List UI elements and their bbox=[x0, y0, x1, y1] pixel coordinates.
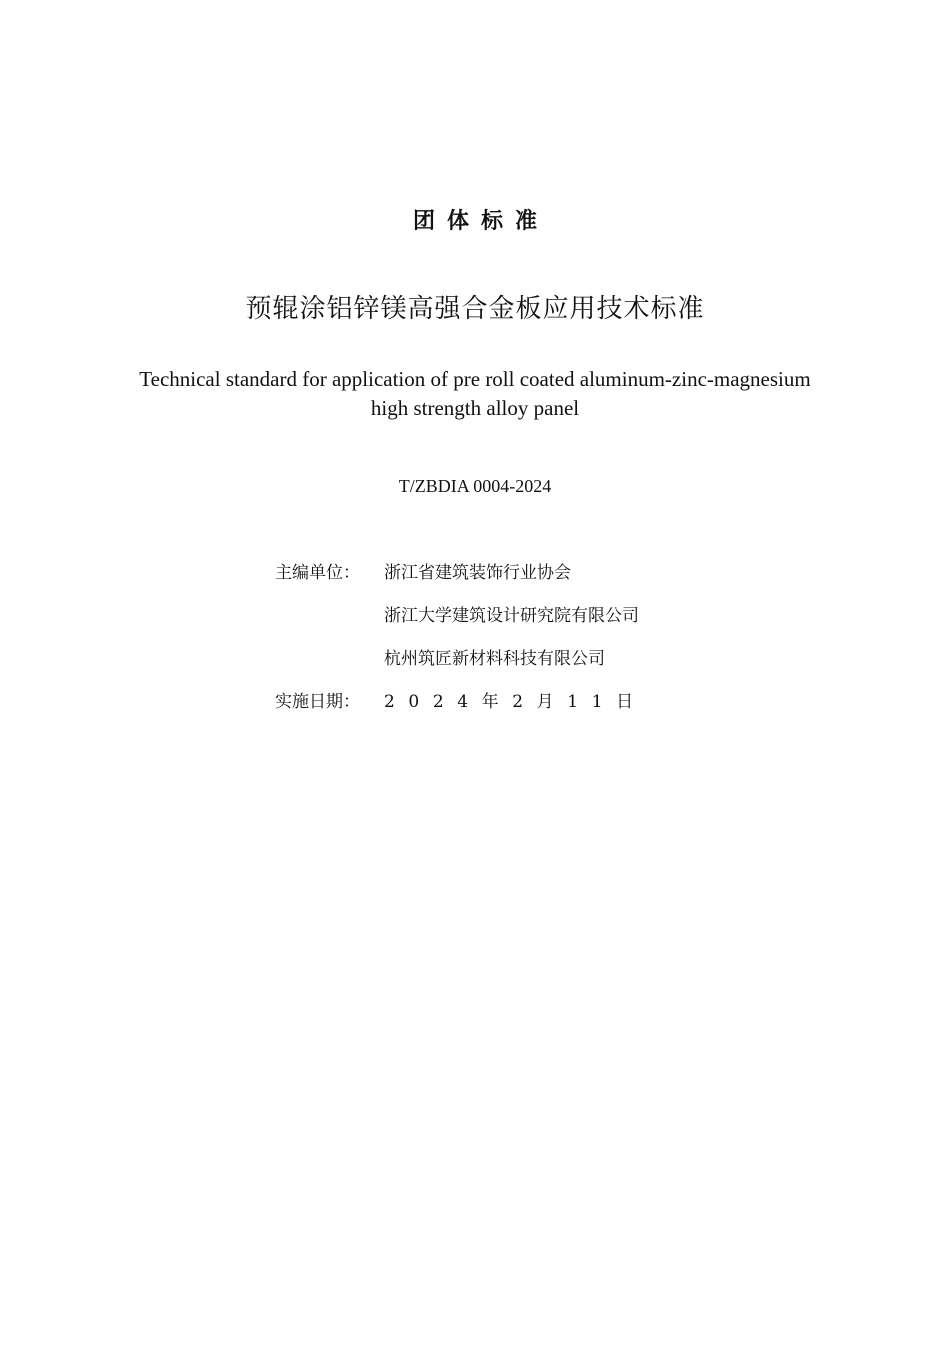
editor-organization-3: 杭州筑匠新材料科技有限公司 bbox=[384, 649, 605, 669]
document-title-english bbox=[0, 365, 950, 423]
editor-label: 主编单位： bbox=[275, 563, 360, 583]
implementation-date-label: 实施日期： bbox=[275, 692, 360, 712]
standard-category: 团体标准 bbox=[412, 209, 549, 234]
document-info-block bbox=[275, 558, 647, 730]
title-english-line-2: high strength alloy panel bbox=[370, 396, 580, 420]
implementation-date: 2024年2月11日 bbox=[384, 692, 647, 712]
editor-organization-1: 浙江省建筑装饰行业协会 bbox=[384, 563, 571, 583]
editor-row-1 bbox=[275, 558, 647, 601]
editor-organization-2: 浙江大学建筑设计研究院有限公司 bbox=[384, 606, 639, 626]
date-row bbox=[275, 687, 647, 730]
editor-row-3 bbox=[275, 644, 647, 687]
title-english-line-1: Technical standard for application of pre roll coated aluminum-zinc-magnesium bbox=[139, 367, 811, 391]
standard-number: T/ZBDIA 0004-2024 bbox=[398, 476, 552, 496]
editor-row-2 bbox=[275, 601, 647, 644]
document-title-chinese: 预辊涂铝锌镁高强合金板应用技术标准 bbox=[245, 294, 705, 324]
